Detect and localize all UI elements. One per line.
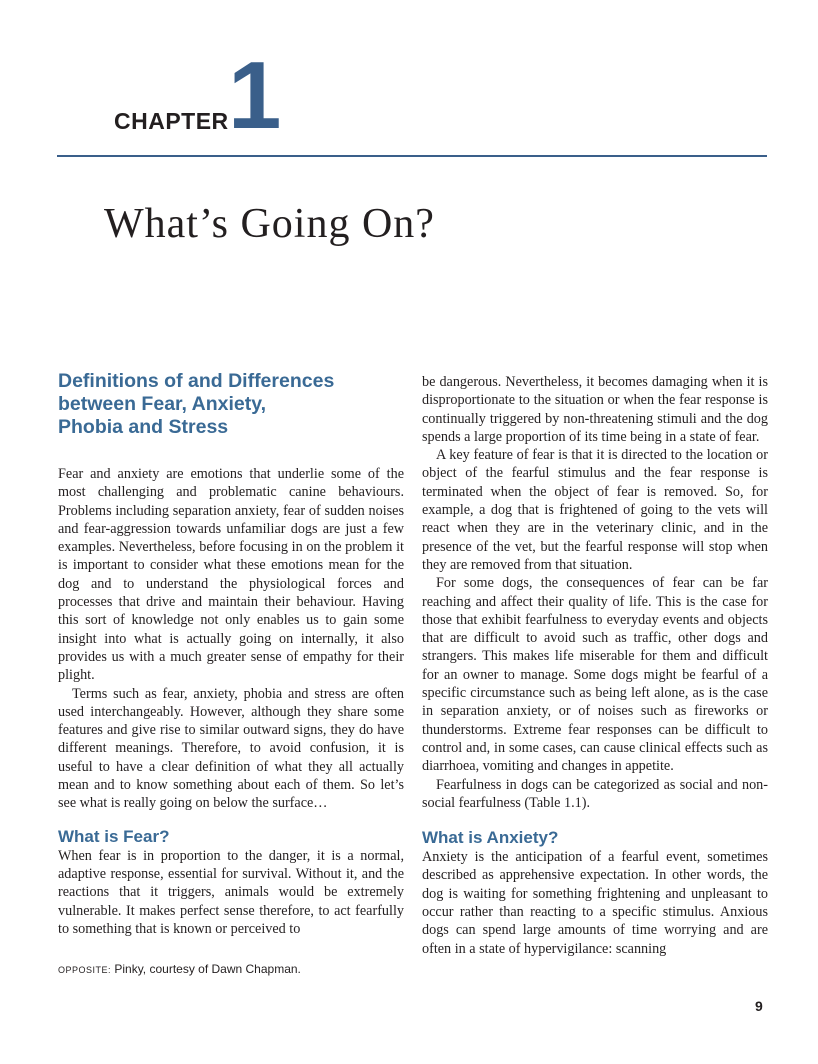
figure-caption xyxy=(58,962,301,976)
body-paragraph: A key feature of fear is that it is directed to the location or object of the fearful stimulus and the fear response is terminated when the object of fear is removed. So, for example, a dog that is frightened of going to the vets will react when they are in the veterinary clinic, and in the presence of the vet, but the fearful response will stop when they are removed from that situation. xyxy=(422,447,768,573)
chapter-label: CHAPTER xyxy=(114,108,229,134)
body-paragraph: Anxiety is the anticipation of a fearful event, sometimes described as apprehensive expectation. In other words, the dog is waiting for something frightening and unpleasant to occur rather than reacting to a specific stimulus. Anxious dogs can spend large amounts of time worrying and are often in a state of hypervigilance: scanning xyxy=(422,849,768,957)
section-heading-line: between Fear, Anxiety, xyxy=(58,393,267,415)
right-column xyxy=(422,373,768,958)
chapter-title: What’s Going On? xyxy=(104,201,435,247)
left-column xyxy=(58,370,404,938)
subheading-what-is-anxiety: What is Anxiety? xyxy=(422,828,559,848)
caption-text: Pinky, courtesy of Dawn Chapman. xyxy=(111,962,301,976)
chapter-number: 1 xyxy=(228,42,282,149)
body-paragraph: Fearfulness in dogs can be categorized as social and non-social fearfulness (Table 1.1). xyxy=(422,776,768,811)
body-paragraph: For some dogs, the consequences of fear can be far reaching and affect their quality of life. This is the case for those that exhibit fearfulness to everyday events and objects that are difficult to avoid such as traffic, other dogs and strangers. This makes life miserable for them and difficult for an owner to manage. Some dogs might be fearful of a specific circumstance such as being left alone, as is the case in separation anxiety, or of noises such as fireworks or thunderstorms. Extreme fear responses can be difficult to control and, in some cases, can cause clinical effects such as diarrhoea, vomiting and changes in appetite. xyxy=(422,575,768,775)
caption-tag: OPPOSITE: xyxy=(58,965,112,975)
body-paragraph: be dangerous. Nevertheless, it becomes damaging when it is disproportionate to the situation or when the fear response is continually triggered by non-threatening stimuli and the dog spends a large proportion of its time being in a state of fear. xyxy=(422,374,768,445)
section-heading xyxy=(58,370,404,439)
body-paragraph: When fear is in proportion to the danger, it is a normal, adaptive response, essential for survival. Without it, and the reactions that it triggers, animals would be extremely vulnerable. It makes perfect sense therefore, to act fearfully to something that is known or perceived to xyxy=(58,847,404,937)
chapter-divider xyxy=(57,155,767,157)
page-number: 9 xyxy=(755,998,763,1014)
body-paragraph: Fear and anxiety are emotions that underlie some of the most challenging and problematic canine behaviours. Problems including separation anxiety, fear of sudden noises and fear-aggression towards unfamiliar dogs are just a few examples. Nevertheless, before focusing in on the problem it is important to consider what these emotions mean for the dog and to understand the physiological forces and processes that drive and maintain their behaviour. Having this sort of knowledge not only enables us to gain some insight into what is actually going on internally, it also provides us with a much greater sense of empathy for their plight. xyxy=(58,466,404,684)
body-paragraph: Terms such as fear, anxiety, phobia and stress are often used interchangeably. However, although they share some features and give rise to similar outward signs, they do have different meanings. Therefore, to avoid confusion, it is useful to have a clear definition of what they all actually mean and to know something about each of them. So let’s see what is really going on below the surface… xyxy=(58,685,404,812)
section-heading-line: Phobia and Stress xyxy=(58,416,229,438)
section-heading-line: Definitions of and Differences xyxy=(58,370,335,392)
subheading-what-is-fear: What is Fear? xyxy=(58,826,170,846)
